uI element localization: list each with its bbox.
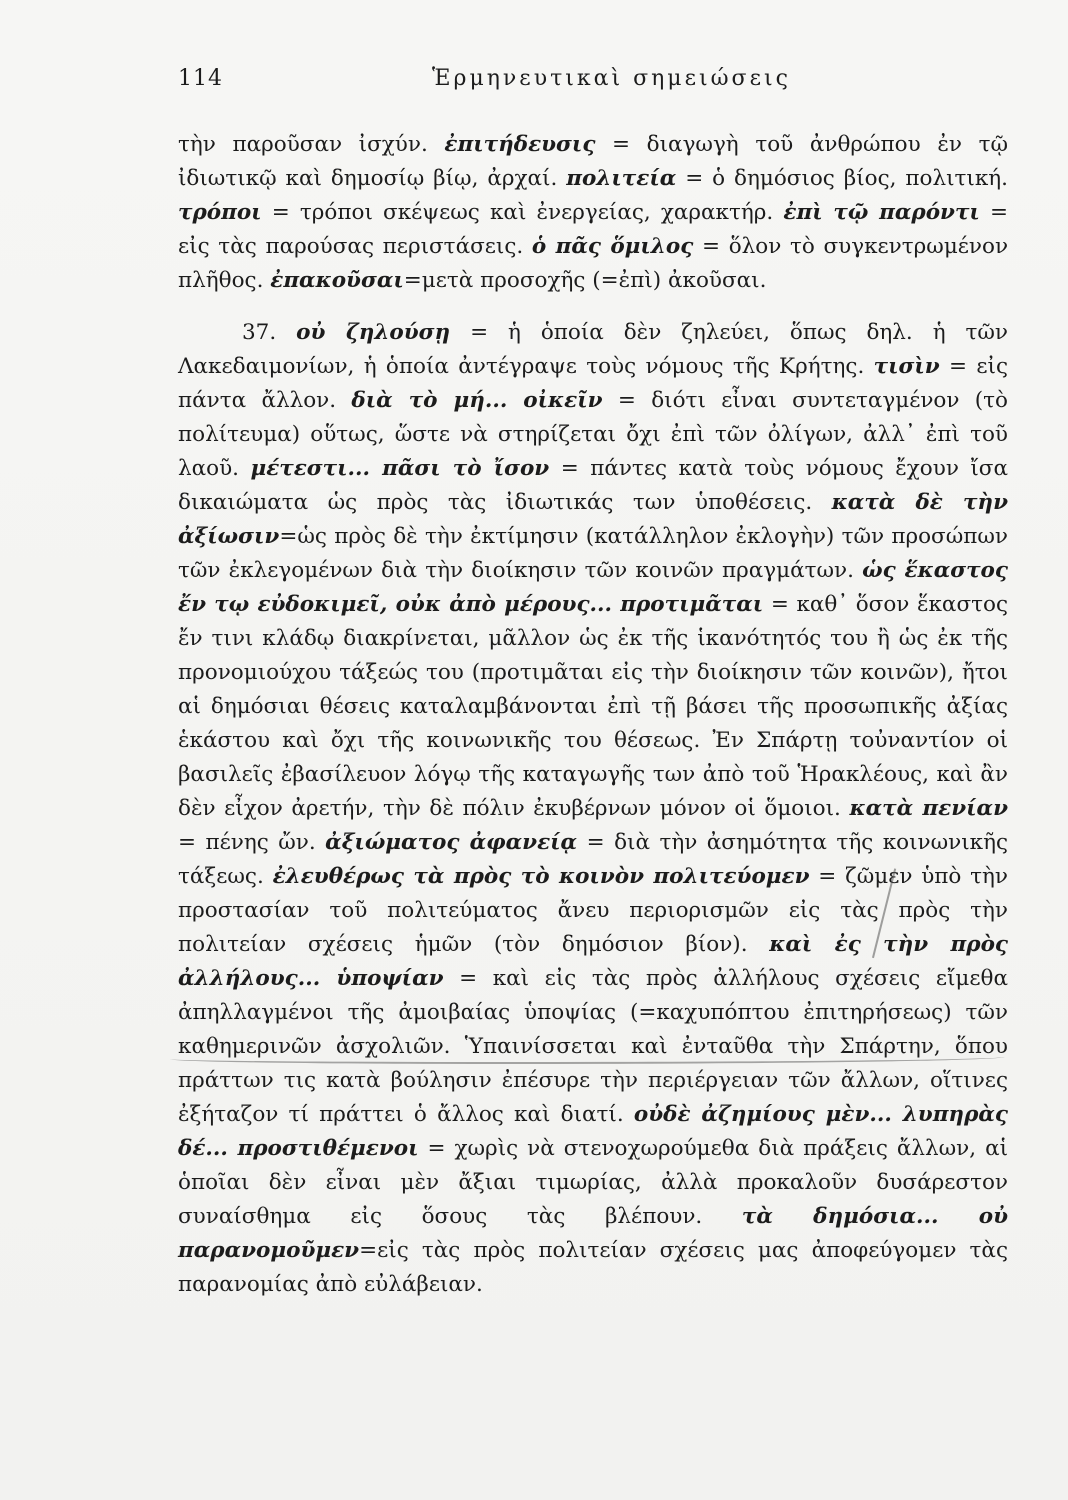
lemma-term: ὡς ἕκαστος ἔν τῳ εὐδοκιμεῖ, οὐκ ἀπὸ μέρους... προτιμᾶται (178, 558, 1008, 617)
gloss-text: =εἰς τὰς πρὸς πολιτείαν σχέσεις μας ἀποφεύγομεν τὰς παρανομίας ἀπὸ εὐλάβειαν. (178, 1238, 1008, 1297)
lemma-term: ὁ πᾶς ὅμιλος (531, 234, 694, 259)
lemma-term: ἐπὶ τῷ παρόντι (783, 200, 980, 225)
gloss-text: =ὡς πρὸς δὲ τὴν ἐκτίμησιν (κατάλληλον ἐκλογὴν) τῶν προσώπων τῶν ἐκλεγομένων διὰ τὴν διοίκησιν τῶν κοινῶν πραγμάτων. (178, 524, 1008, 583)
lemma-term: μέτεστι... πᾶσι τὸ ἴσον (250, 456, 550, 481)
lemma-term: οὐ ζηλούσῃ (296, 320, 451, 345)
gloss-text: = ὁ δημόσιος βίος, πολιτική. (676, 166, 1008, 191)
lemma-term: ἐπιτήδευσις (444, 132, 596, 157)
gloss-text: = χωρὶς νὰ στενοχωρούμεθα διὰ πράξεις ἄλλων, αἱ ὁποῖαι δὲν εἶναι μὲν ἄξιαι τιμωρίας, ἀλλὰ προκαλοῦν δυσάρεστον συναίσθημα εἰς ὅσους τὰς βλέπουν. (178, 1136, 1009, 1229)
running-title: Ἑρμηνευτικαὶ σημειώσεις (432, 66, 791, 91)
lemma-term: τρόποι (178, 200, 262, 225)
lemma-term: οὐδὲ ἀζημίους μὲν... λυπηρὰς δέ... προστιθέμενοι (178, 1102, 1009, 1161)
lemma-term: πολιτεία (566, 166, 677, 191)
gloss-text: = εἰς τὰς παρούσας περιστάσεις. (178, 200, 1009, 259)
gloss-text: =μετὰ προσοχῆς (=ἐπὶ) ἀκοῦσαι. (403, 268, 767, 293)
gloss-text: τὴν παροῦσαν ἰσχύν. (178, 132, 445, 157)
lemma-term: κατὰ δὲ τὴν ἀξίωσιν (178, 490, 1008, 549)
commentary-paragraph-2 (178, 316, 1008, 1302)
gloss-text: = ζῶμεν ὑπὸ τὴν προστασίαν τοῦ πολιτεύματος ἄνευ περιορισμῶν εἰς τὰς πρὸς τὴν πολιτείαν σχέσεις ἡμῶν (τὸν δημόσιον βίον). (178, 864, 1008, 957)
gloss-text: = καὶ εἰς τὰς πρὸς ἀλλήλους σχέσεις εἴμεθα ἀπηλλαγμένοι τῆς ἀμοιβαίας ὑποψίας (=καχυπόπτου ἐπιτηρήσεως) τῶν καθημερινῶν ἀσχολιῶν. Ὑπαινίσσεται καὶ ἐνταῦθα τὴν Σπάρτην, ὅπου πράττων τις κατὰ βούλησιν ἐπέσυρε τὴν περιέργειαν τῶν ἄλλων, οἵτινες ἐξήταζον τί πράττει ὁ ἄλλος καὶ διατί. (178, 966, 1009, 1127)
gloss-text: = διότι εἶναι συντεταγμένον (τὸ πολίτευμα) οὕτως, ὥστε νὰ στηρίζεται ὄχι ἐπὶ τῶν ὀλίγων, ἀλλ᾽ ἐπὶ τοῦ λαοῦ. (178, 388, 1008, 481)
page-header (178, 66, 1008, 106)
gloss-text: = ἡ ὁποία δὲν ζηλεύει, ὅπως δηλ. ἡ τῶν Λακεδαιμονίων, ἡ ὁποία ἀντέγραψε τοὺς νόμους τῆς Κρήτης. (178, 320, 1008, 379)
lemma-term: τισὶν (873, 354, 940, 379)
commentary-body (178, 128, 1008, 1302)
gloss-text: 37. (242, 320, 297, 345)
commentary-paragraph-1 (178, 128, 1008, 298)
lemma-term: ἐλευθέρως τὰ πρὸς τὸ κοινὸν πολιτεύομεν (272, 864, 810, 889)
lemma-term: ἐπακοῦσαι (270, 268, 404, 293)
gloss-text: = εἰς πάντα ἄλλον. (178, 354, 1008, 413)
gloss-text: = διαγωγὴ τοῦ ἀνθρώπου ἐν τῷ ἰδιωτικῷ καὶ δημοσίῳ βίῳ, ἀρχαί. (178, 132, 1008, 191)
lemma-term: ἀξιώματος ἀφανείᾳ (325, 830, 578, 855)
gloss-text: = τρόποι σκέψεως καὶ ἐνεργείας, χαρακτήρ. (261, 200, 784, 225)
gloss-text: = πένης ὤν. (178, 830, 326, 855)
lemma-term: καὶ ἐς τὴν πρὸς ἀλλήλους... ὑποψίαν (178, 932, 1008, 991)
gloss-text: = πάντες κατὰ τοὺς νόμους ἔχουν ἴσα δικαιώματα ὡς πρὸς τὰς ἰδιωτικάς των ὑποθέσεις. (178, 456, 1008, 515)
gloss-text: = καθ᾽ ὅσον ἕκαστος ἔν τινι κλάδῳ διακρίνεται, μᾶλλον ὡς ἐκ τῆς ἱκανότητός του ἢ ὡς ἐκ τῆς προνομιούχου τάξεώς του (προτιμᾶται εἰς τὴν διοίκησιν τῶν κοινῶν), ἤτοι αἱ δημόσιαι θέσεις καταλαμβάνονται ἐπὶ τῇ βάσει τῆς προσωπικῆς ἀξίας ἑκάστου καὶ ὄχι τῆς κοινωνικῆς του θέσεως. Ἐν Σπάρτῃ τοὐναντίον οἱ βασιλεῖς ἐβασίλευον λόγῳ τῆς καταγωγῆς των ἀπὸ τοῦ Ἡρακλέους, καὶ ἂν δὲν εἶχον ἀρετήν, τὴν δὲ πόλιν ἐκυβέρνων μόνον οἱ ὅμοιοι. (178, 592, 1008, 821)
lemma-term: κατὰ πενίαν (849, 796, 1008, 821)
page-number: 114 (178, 66, 223, 91)
lemma-term: τὰ δημόσια... οὐ παρανομοῦμεν (178, 1204, 1008, 1263)
gloss-text: = διὰ τὴν ἀσημότητα τῆς κοινωνικῆς τάξεως. (178, 830, 1009, 889)
lemma-term: διὰ τὸ μή... οἰκεῖν (351, 388, 603, 413)
gloss-text: = ὅλον τὸ συγκεντρωμένον πλῆθος. (178, 234, 1009, 293)
